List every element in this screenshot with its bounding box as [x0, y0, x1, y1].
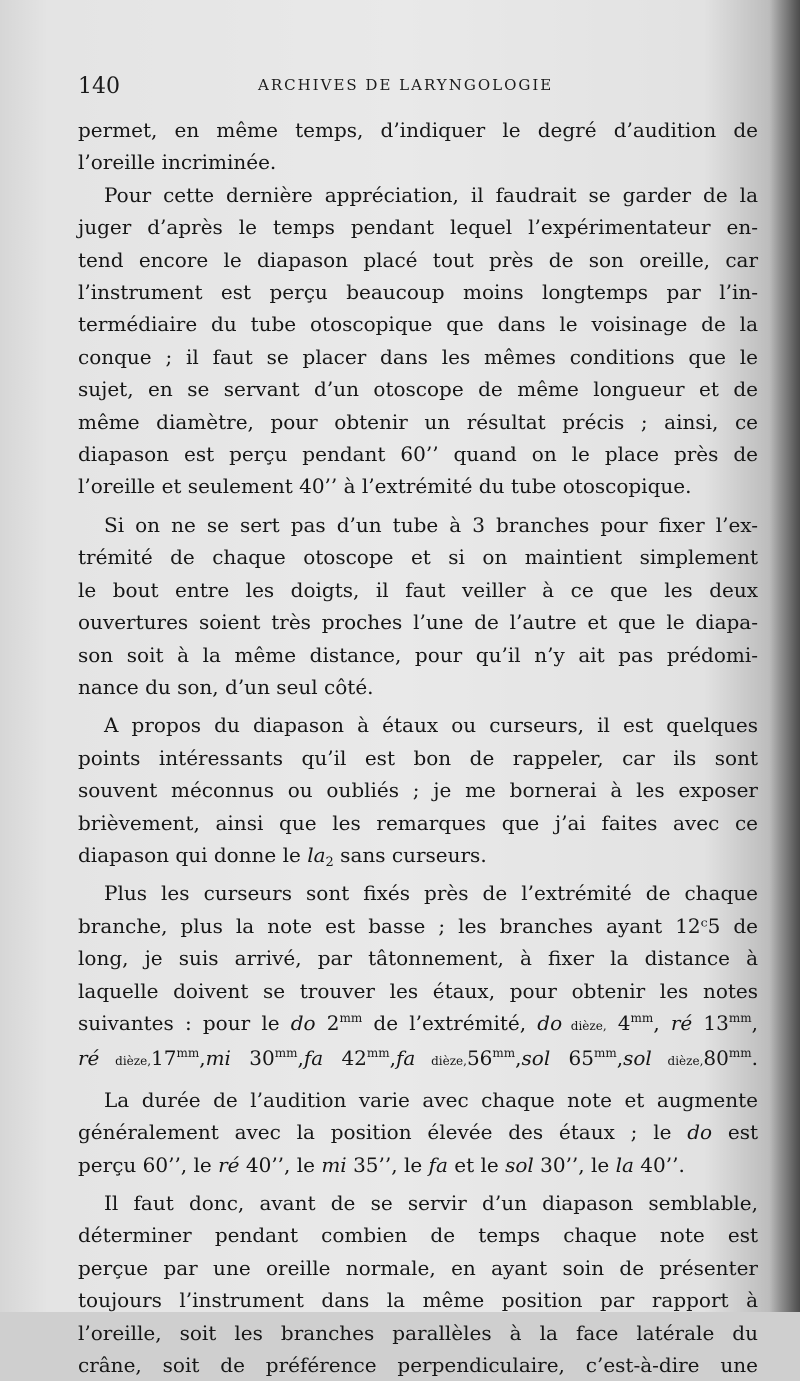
unit-mm: mm	[492, 1046, 516, 1061]
text-fragment: généralement avec la position élevée des étaux ; le	[78, 1120, 688, 1145]
text-line: conque ; il faut se placer dans les mêmes conditions que le	[78, 344, 758, 369]
text-line: tend encore le diapason placé tout près de son oreille, car	[78, 247, 758, 272]
measure-value: 17	[151, 1046, 177, 1071]
text-fragment: ,	[751, 1010, 758, 1035]
note-name: do	[537, 1010, 563, 1035]
text-line: l’oreille et seulement 40’’ à l’extrémité du tube otoscopique.	[78, 474, 692, 499]
measure-value: 30	[230, 1046, 275, 1071]
text-line: brièvement, ainsi que les remarques que j’ai faites avec ce	[78, 810, 758, 835]
text-fragment: et le	[447, 1152, 506, 1177]
page-edge-shadow	[770, 0, 800, 1312]
text-line	[78, 839, 758, 871]
text-line: nance du son, d’un seul côté.	[78, 674, 374, 699]
running-title: ARCHIVES DE LARYNGOLOGIE	[258, 76, 554, 94]
text-line: son soit à la même distance, pour qu’il n’y ait pas prédomi-	[78, 642, 758, 667]
text-line: crâne, soit de préférence perpendiculaire, c’est-à-dire une	[78, 1353, 758, 1378]
text-fragment: 30’’, le	[533, 1152, 616, 1177]
note-name: sol	[521, 1046, 551, 1071]
paragraph-tube	[78, 509, 758, 703]
note-name: la	[615, 1152, 634, 1177]
text-line: souvent méconnus ou oubliés ; je me bornerai à les exposer	[78, 778, 758, 803]
text-fragment: de l’extrémité,	[362, 1010, 538, 1035]
unit-mm: mm	[176, 1046, 200, 1061]
text-line: sujet, en se servant d’un otoscope de même longueur et de	[78, 377, 758, 402]
text-line: Pour cette dernière appréciation, il faudrait se garder de la	[104, 182, 758, 207]
text-fragment: diapason qui donne le	[78, 842, 308, 867]
text-line: le bout entre les doigts, il faut veiller à ce que les deux	[78, 577, 758, 602]
text-fragment: 40’’.	[633, 1152, 685, 1177]
text-fragment: ,	[653, 1010, 671, 1035]
text-line: l’oreille, soit les branches parallèles à la face latérale du	[78, 1320, 758, 1345]
note-name: ré	[218, 1152, 240, 1177]
text-fragment: 40’’, le	[239, 1152, 322, 1177]
page-number: 140	[78, 74, 120, 99]
text-line: déterminer pendant combien de temps chaque note est	[78, 1223, 758, 1248]
unit-mm: mm	[366, 1046, 390, 1061]
paragraph-conclusion	[78, 1187, 758, 1381]
note-name: la	[307, 842, 326, 867]
unit-mm: mm	[593, 1046, 617, 1061]
page-header	[78, 68, 758, 102]
unit-mm: mm	[728, 1046, 752, 1061]
note-name: sol	[623, 1046, 652, 1071]
unit-mm: mm	[274, 1046, 298, 1061]
text-line: toujours l’instrument dans la même position par rapport à	[78, 1288, 758, 1313]
text-line: ouvertures soient très proches l’une de l’autre et que le diapa-	[78, 610, 758, 635]
paragraph-duree	[78, 1084, 758, 1181]
note-name: ré	[78, 1046, 100, 1071]
paragraph-curseurs	[78, 709, 758, 871]
body-text	[78, 114, 758, 1381]
text-line	[78, 1149, 758, 1181]
text-line: long, je suis arrivé, par tâtonnement, à fixer la distance à	[78, 946, 758, 971]
note-name: fa	[303, 1046, 324, 1071]
text-line: trémité de chaque otoscope et si on maintient simplement	[78, 545, 758, 570]
measure-value: 80	[703, 1046, 729, 1071]
measure-value: 13	[692, 1010, 729, 1035]
unit-mm: mm	[728, 1010, 752, 1025]
text-line: l’oreille incriminée.	[78, 150, 277, 175]
note-octave: 2	[325, 854, 334, 870]
sharp-label: dièze,	[562, 1018, 607, 1033]
paragraph-continuation	[78, 114, 758, 179]
notes-line: ré $dièze,17^{mm},mi$ $30^{mm},fa$ $42^{mm},fa$ $dièze,56^{mm},sol$ $65^{mm},sol$ $dièze,80^{mm}$.	[78, 1046, 758, 1071]
text-line: laquelle doivent se trouver les étaux, pour obtenir les notes	[78, 978, 758, 1003]
unit-mm: mm	[339, 1010, 363, 1025]
paragraph-notes	[78, 877, 758, 1077]
text-fragment: 35’’, le	[346, 1152, 429, 1177]
text-line: Il faut donc, avant de se servir d’un diapason semblable,	[104, 1191, 758, 1215]
text-line: juger d’après le temps pendant lequel l’expérimentateur en-	[78, 215, 758, 240]
note-name: fa	[428, 1152, 448, 1177]
measure-value: 65	[550, 1046, 594, 1071]
note-name: do	[687, 1120, 713, 1145]
text-line: points intéressants qu’il est bon de rappeler, car ils sont	[78, 745, 758, 770]
notes-line	[78, 1007, 758, 1042]
text-line: branche, plus la note est basse ; les branches ayant 12ᶜ5 de	[78, 913, 758, 938]
note-name: mi	[321, 1152, 347, 1177]
note-name: fa	[396, 1046, 416, 1071]
paragraph-appreciation	[78, 179, 758, 503]
note-name: sol	[505, 1152, 534, 1177]
text-line: l’instrument est perçu beaucoup moins longtemps par l’in-	[78, 280, 758, 305]
unit-mm: mm	[630, 1010, 654, 1025]
measure-value: 4	[606, 1010, 631, 1035]
note-name: mi	[205, 1046, 231, 1071]
text-fragment: est	[712, 1120, 758, 1145]
text-line: diapason est perçu pendant 60’’ quand on le place près de	[78, 442, 758, 467]
text-line: perçue par une oreille normale, en ayant soin de présenter	[78, 1255, 758, 1280]
text-line: même diamètre, pour obtenir un résultat précis ; ainsi, ce	[78, 409, 758, 434]
measure-value: 42	[323, 1046, 367, 1071]
sharp-label: dièze,	[415, 1054, 467, 1069]
text-fragment: sans curseurs.	[333, 842, 487, 867]
sharp-label: dièze,	[651, 1054, 704, 1069]
note-name: ré	[670, 1010, 693, 1035]
measure-value: 56	[466, 1046, 493, 1071]
text-line: termédiaire du tube otoscopique que dans le voisinage de la	[78, 312, 758, 337]
measure-value: 2	[315, 1010, 340, 1035]
note-name: do	[290, 1010, 316, 1035]
text-fragment: suivantes : pour le	[78, 1010, 291, 1035]
text-line: permet, en même temps, d’indiquer le degré d’audition de	[78, 118, 758, 142]
sharp-label: dièze,	[99, 1054, 152, 1069]
text-line: A propos du diapason à étaux ou curseurs, il est quelques	[104, 713, 758, 738]
text-line	[78, 1116, 758, 1148]
text-line: La durée de l’audition varie avec chaque note et augmente	[104, 1087, 758, 1112]
text-fragment: perçu 60’’, le	[78, 1152, 219, 1177]
text-line: Plus les curseurs sont fixés près de l’extrémité de chaque	[104, 881, 758, 906]
text-line: Si on ne se sert pas d’un tube à 3 branches pour fixer l’ex-	[104, 512, 758, 537]
